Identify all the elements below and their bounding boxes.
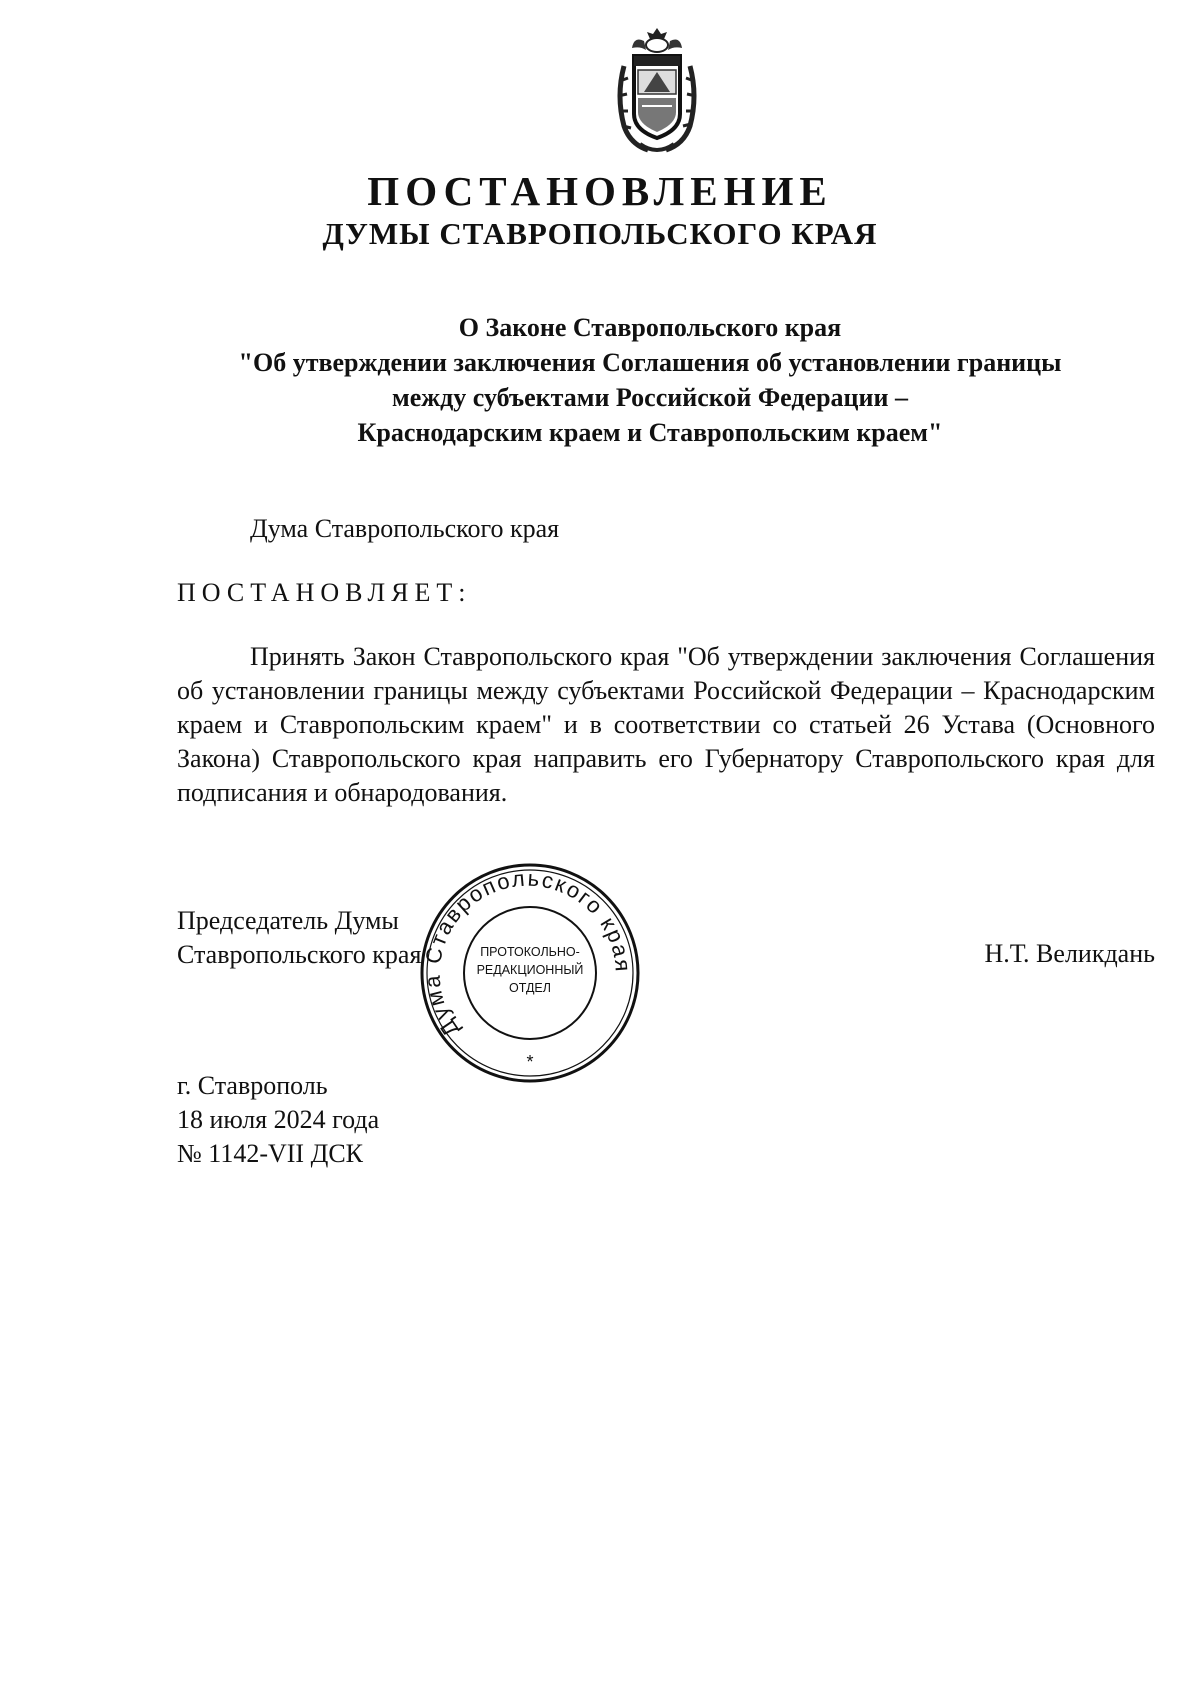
stamp-ring-textpath: Дума Ставропольского края — [419, 865, 636, 1042]
signature-position-line: Ставропольского края — [177, 940, 422, 969]
footer-number: № 1142-VII ДСК — [177, 1139, 364, 1168]
stamp-center-line: ПРОТОКОЛЬНО- — [480, 945, 580, 959]
document-subtitle: ДУМЫ СТАВРОПОЛЬСКОГО КРАЯ — [322, 216, 878, 251]
coat-of-arms-icon — [614, 26, 700, 158]
footer-city: г. Ставрополь — [177, 1071, 328, 1100]
decrees-line: ПОСТАНОВЛЯЕТ: — [177, 578, 472, 607]
subject-line: между субъектами Российской Федерации – — [392, 383, 908, 412]
document-footer — [177, 1069, 379, 1171]
document-subject — [150, 310, 1150, 450]
issuer-line: Дума Ставропольского края — [250, 514, 560, 543]
signatory-name: Н.Т. Великдань — [984, 939, 1155, 968]
subject-line: "Об утверждении заключения Соглашения об установлении границы — [238, 348, 1062, 377]
subject-line: Краснодарским краем и Ставропольским краем" — [357, 418, 943, 447]
resolution-paragraph: Принять Закон Ставропольского края "Об утверждении заключения Соглашения об установлении границы между субъектами Российской Федерации – Краснодарским краем и Ставропольским краем" и в соответствии со статьей 26 Устава (Основного Закона) Ставропольского края направить его Губернатору Ставропольского края для подписания и обнародования. — [177, 642, 1155, 807]
stamp-center-line: ОТДЕЛ — [509, 981, 551, 995]
document-title: ПОСТАНОВЛЕНИЕ — [367, 168, 833, 214]
footer-date: 18 июля 2024 года — [177, 1105, 380, 1134]
signature-position-line: Председатель Думы — [177, 906, 399, 935]
stamp-star: * — [526, 1052, 534, 1072]
subject-line: О Законе Ставропольского края — [458, 313, 842, 342]
signature-position — [177, 904, 421, 972]
stamp-center-line: РЕДАКЦИОННЫЙ — [476, 963, 584, 977]
official-stamp — [415, 858, 645, 1088]
